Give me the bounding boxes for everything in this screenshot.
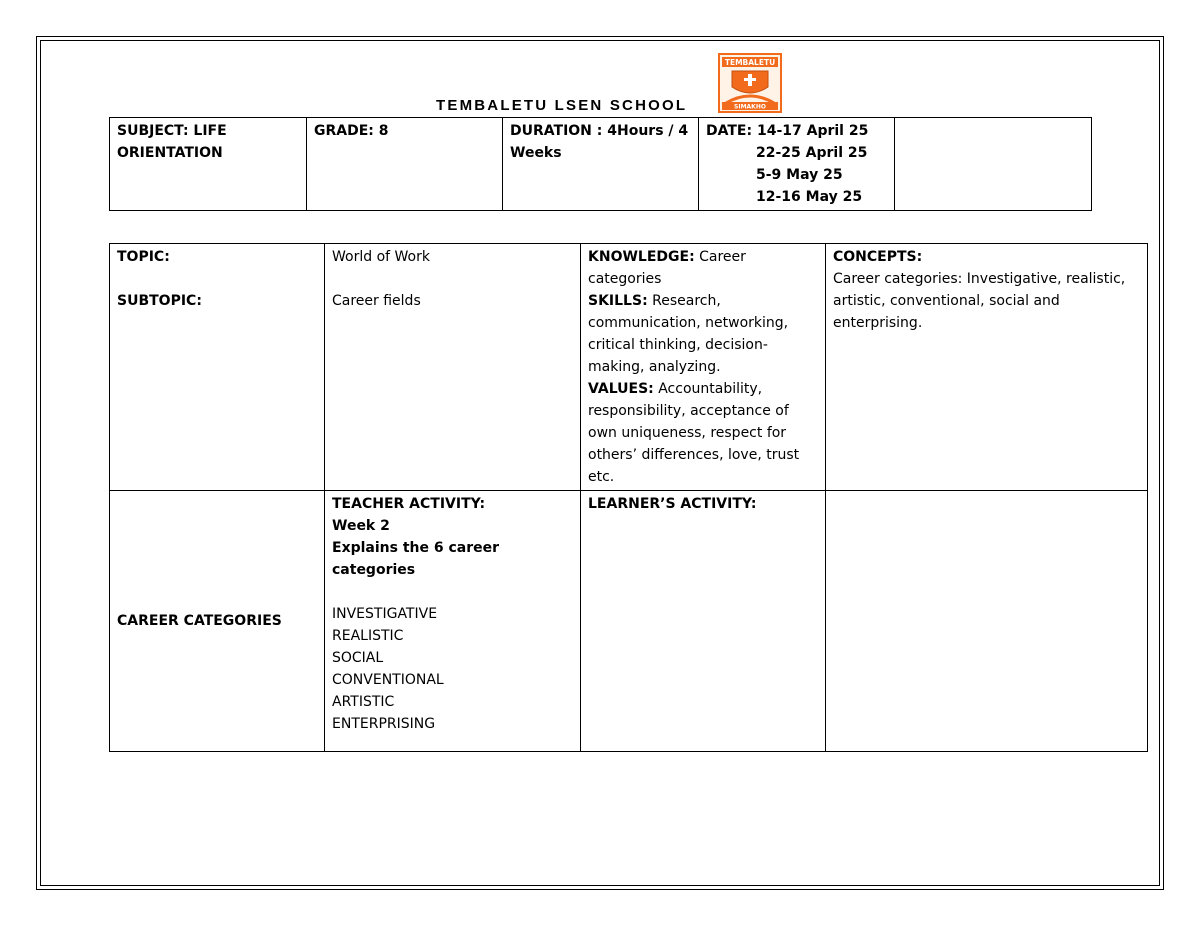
category-item: REALISTIC: [332, 628, 404, 644]
category-item: CONVENTIONAL: [332, 672, 444, 688]
info-table: [109, 117, 1092, 211]
values-label: VALUES:: [588, 381, 654, 397]
date-line-4: 12-16 May 25: [756, 189, 863, 205]
date-line-3: 5-9 May 25: [756, 167, 843, 183]
explains-text: Explains the 6 career categories: [332, 540, 500, 578]
logo-top-text: TEMBALETU: [724, 58, 776, 67]
date-line-1: DATE: 14-17 April 25: [706, 123, 869, 139]
date-cell: [699, 118, 895, 211]
values-block: [588, 378, 818, 488]
knowledge-text: Career categories: [588, 249, 746, 287]
skills-block: [588, 290, 818, 378]
skills-text: Research, communication, networking, critical thinking, decision-making, analyzing.: [588, 293, 789, 375]
concepts-text: Career categories: Investigative, realistic, artistic, conventional, social and enterprising.: [833, 271, 1126, 331]
info-row: [110, 118, 1092, 211]
week-label: Week 2: [332, 518, 390, 534]
topic-row: [110, 244, 1148, 491]
empty-activity-cell: [826, 491, 1148, 752]
category-item: ENTERPRISING: [332, 716, 436, 732]
category-item: INVESTIGATIVE: [332, 606, 438, 622]
topic-label: TOPIC:: [117, 249, 170, 265]
duration-cell: DURATION : 4Hours / 4 Weeks: [503, 118, 699, 211]
blank-cell: [895, 118, 1092, 211]
knowledge-block: [588, 246, 818, 290]
career-categories-label: CAREER CATEGORIES: [110, 491, 325, 752]
teacher-activity-label: TEACHER ACTIVITY:: [332, 496, 486, 512]
concepts-cell: [826, 244, 1148, 491]
category-item: SOCIAL: [332, 650, 384, 666]
category-item: ARTISTIC: [332, 694, 395, 710]
logo-bottom-text: SIMAKHO: [734, 103, 766, 111]
learner-activity-cell: LEARNER’S ACTIVITY:: [581, 491, 826, 752]
grade-cell: GRADE: 8: [307, 118, 503, 211]
subtopic-label: SUBTOPIC:: [117, 293, 202, 309]
subtopic-value: Career fields: [332, 293, 421, 309]
topic-values-cell: [325, 244, 581, 491]
concepts-label: CONCEPTS:: [833, 249, 923, 265]
activity-row: [110, 491, 1148, 752]
knowledge-skills-values-cell: [581, 244, 826, 491]
subject-cell: SUBJECT: LIFE ORIENTATION: [110, 118, 307, 211]
school-logo: [718, 53, 782, 113]
school-name: TEMBALETU LSEN SCHOOL: [436, 97, 688, 114]
teacher-activity-cell: [325, 491, 581, 752]
skills-label: SKILLS:: [588, 293, 648, 309]
topic-labels-cell: [110, 244, 325, 491]
values-text: Accountability, responsibility, acceptance of own uniqueness, respect for others’ differences, love, trust etc.: [588, 381, 800, 485]
knowledge-label: KNOWLEDGE:: [588, 249, 695, 265]
date-line-2: 22-25 April 25: [756, 145, 868, 161]
lesson-plan-table: [109, 243, 1148, 752]
topic-value: World of Work: [332, 249, 430, 265]
